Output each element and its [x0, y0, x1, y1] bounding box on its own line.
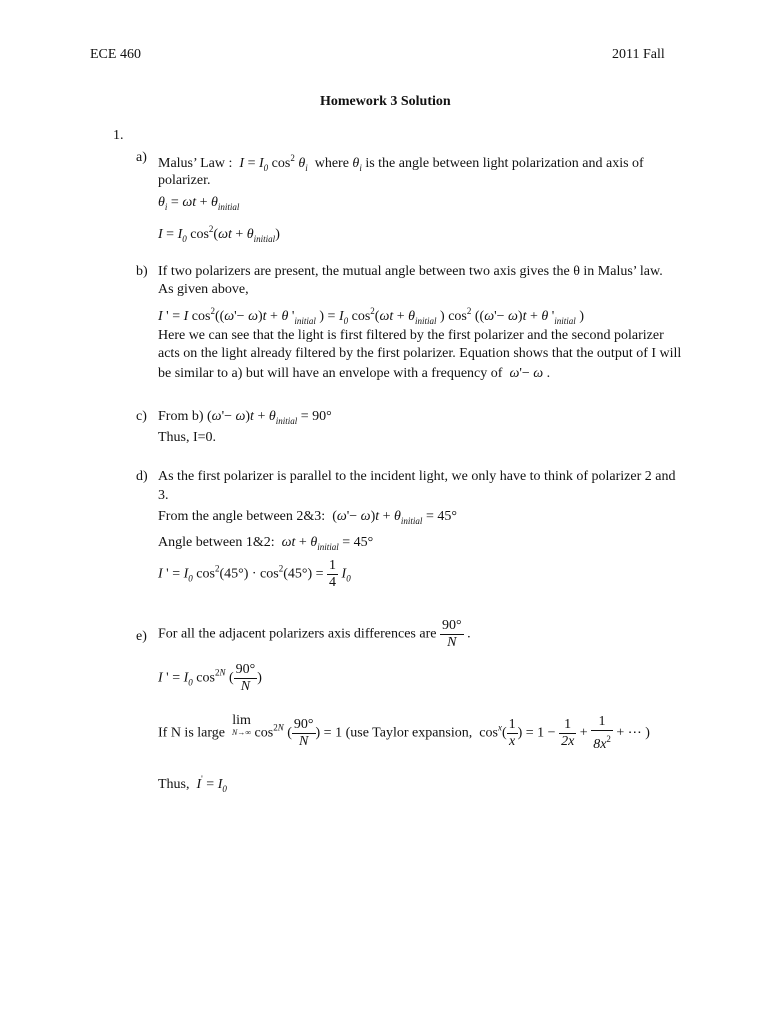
part-b-line-4: Here we can see that the light is first filtered by the first polarizer and the second polarizer: [158, 328, 664, 343]
course-code: ECE 460: [90, 47, 141, 62]
envelope-frequency: ω: [505, 366, 520, 381]
part-d-text-4: Angle between 1&2:: [158, 535, 275, 550]
part-d-result-equation: I ' = $I_0$ $\cos^2(45^\circ) \cdot \cos^2(45^\circ)$ = $\frac{1}{4}$ $I_0$: [158, 558, 351, 590]
part-e-text-1: For all the adjacent polarizers axis differences are: [158, 626, 437, 642]
part-b-line-2: As given above,: [158, 282, 249, 297]
intensity-equation: $I = I_0$ $\cos^2(\omega t + \theta_{initial})$: [158, 224, 280, 244]
part-d-line-1: As the first polarizer is parallel to the incident light, we only have to think of polarizer 2 and: [158, 469, 676, 484]
part-a-label: a): [136, 150, 147, 165]
part-d-line-4: Angle between 1&2: $\omega t + \theta_{initial} = 45^\circ$: [158, 535, 374, 552]
part-e-label: e): [136, 629, 147, 644]
part-c-line-2: Thus, I=0.: [158, 430, 217, 445]
part-b-line-5: acts on the light already filtered by the first polarizer. Equation shows that the output of I will: [158, 346, 682, 361]
page-title: Homework 3 Solution: [320, 94, 451, 109]
part-e-line-1: For all the adjacent polarizers axis differences are $\frac{90^\circ}{N}$ .: [158, 618, 471, 650]
part-d-line-2: 3.: [158, 488, 169, 503]
part-a-text-suffix: is the angle between light polarization and axis of: [365, 156, 644, 171]
part-b-label: b): [136, 264, 148, 279]
part-e-equation: I ' = $I_0$ $\cos^{2N}$ ( $\frac{90^\circ}{N}$ ): [158, 662, 262, 694]
part-b-line-6: be similar to a) but will have an envelope with a frequency of ω'− ω .: [158, 366, 551, 381]
part-d-line-3: From the angle between 2&3: $(\omega'- \omega)t + \theta_{initial} = 45^\circ$: [158, 509, 457, 526]
part-a-text-prefix: Malus’ Law :: [158, 156, 233, 171]
part-c-line-1: From b) $(\omega'- \omega)t + \theta_{initial} = 90^\circ$: [158, 409, 332, 426]
part-e-text-3-mid: (use Taylor expansion,: [345, 725, 473, 741]
problem-number: 1.: [113, 128, 124, 143]
part-c-label: c): [136, 409, 147, 424]
two-polarizer-equation: I ' = I $\cos^2((\omega'- \omega)t + \theta$ '$_{initial}$ ) = $I_0$ $\cos^2(\omega t + \theta_{initial}$ ) $\cos^2 ((\omega'- \omega)t + \theta$ '$_{initial}$ ): [158, 306, 584, 326]
part-b-text: be similar to a) but will have an envelope with a frequency of: [158, 366, 503, 381]
part-e-text-4: Thus,: [158, 777, 190, 792]
part-e-text-3: If N is large: [158, 725, 225, 741]
part-d-text-3: From the angle between 2&3:: [158, 509, 326, 524]
part-e-line-3: If N is large lim N→∞ $\cos^{2N}$ ( $\frac{90^\circ}{N}$ ) = 1 (use Taylor expansion, $\cos^x$( $\frac{1}{x}$ ) = 1 − $\frac{1}{2x}$ + $\frac{1}{8x^2}$ + ⋯ ): [158, 713, 650, 752]
part-a-text-mid: where: [314, 156, 349, 171]
part-b-line-1: If two polarizers are present, the mutual angle between two axis gives the θ in Malus’ law.: [158, 264, 663, 279]
part-e-line-4: Thus, $I' = I_0$: [158, 774, 227, 794]
part-d-label: d): [136, 469, 148, 484]
term: 2011 Fall: [612, 47, 665, 62]
part-a-line-2: polarizer.: [158, 173, 211, 188]
part-a-line-1: Malus’ Law : $I = I_0$ $\cos^2 \theta_i$ where $\theta_i$ is the angle between light polarization and axis of: [158, 153, 644, 173]
malus-law-equation: I: [235, 156, 245, 171]
part-c-text: From b): [158, 409, 204, 424]
theta-equation: $\theta_i = \omega t + \theta_{initial}$: [158, 195, 240, 212]
